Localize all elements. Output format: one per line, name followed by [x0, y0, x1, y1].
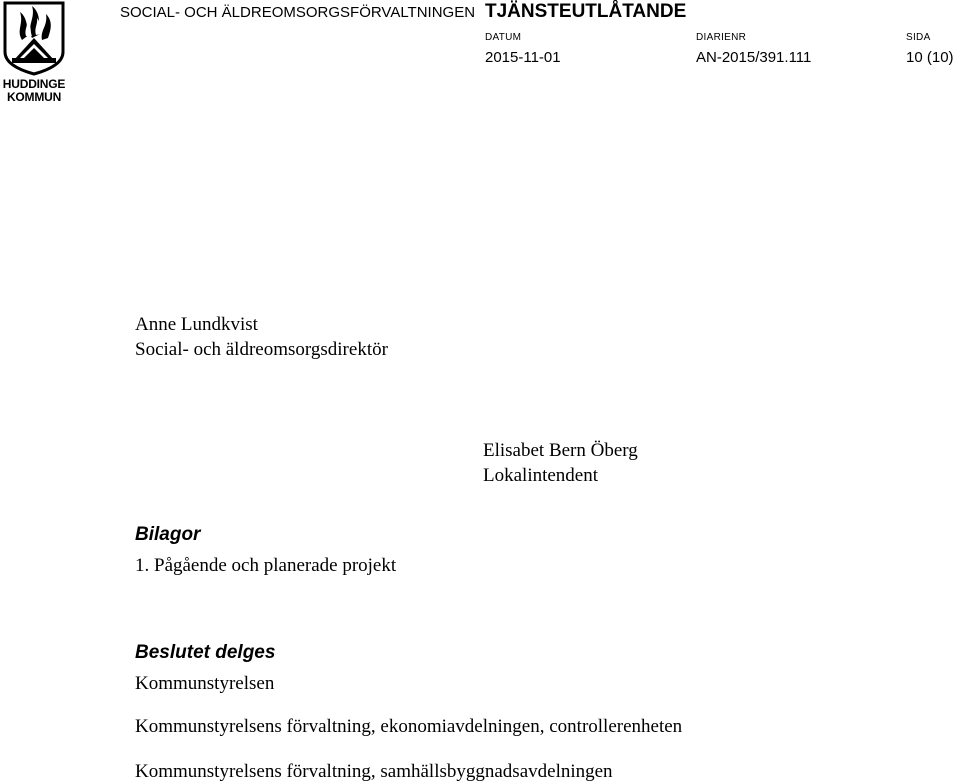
distribution-heading: Beslutet delges [135, 642, 276, 663]
date-label: DATUM [485, 32, 522, 43]
signatory-title: Lokalintendent [483, 465, 599, 486]
document-type: TJÄNSTEUTLÅTANDE [485, 1, 687, 22]
department-name: SOCIAL- OCH ÄLDREOMSORGSFÖRVALTNINGEN [120, 4, 476, 21]
recipient-item: Kommunstyrelsens förvaltning, samhällsbyggnadsavdelningen [135, 761, 613, 782]
recipient-item: Kommunstyrelsens förvaltning, ekonomiavdelningen, controllerenheten [135, 716, 683, 737]
page-label: SIDA [906, 32, 931, 43]
attachments-heading: Bilagor [135, 524, 201, 545]
page-number-value: 10 (10) [906, 49, 954, 66]
huddinge-kommun-logo [2, 0, 66, 104]
logo-text-line1: HUDDINGE [2, 77, 66, 91]
attachment-item: 1. Pågående och planerade projekt [135, 555, 397, 576]
diary-number-label: DIARIENR [696, 32, 747, 43]
diary-number-value: AN-2015/391.111 [696, 49, 812, 66]
municipal-coat-of-arms-icon [2, 0, 66, 76]
signatory-title: Social- och äldreomsorgsdirektör [135, 339, 388, 360]
signatory-name: Elisabet Bern Öberg [483, 440, 638, 461]
signatory-name: Anne Lundkvist [135, 314, 258, 335]
recipient-item: Kommunstyrelsen [135, 673, 275, 694]
date-value: 2015-11-01 [485, 49, 561, 66]
logo-text-line2: KOMMUN [6, 90, 62, 104]
